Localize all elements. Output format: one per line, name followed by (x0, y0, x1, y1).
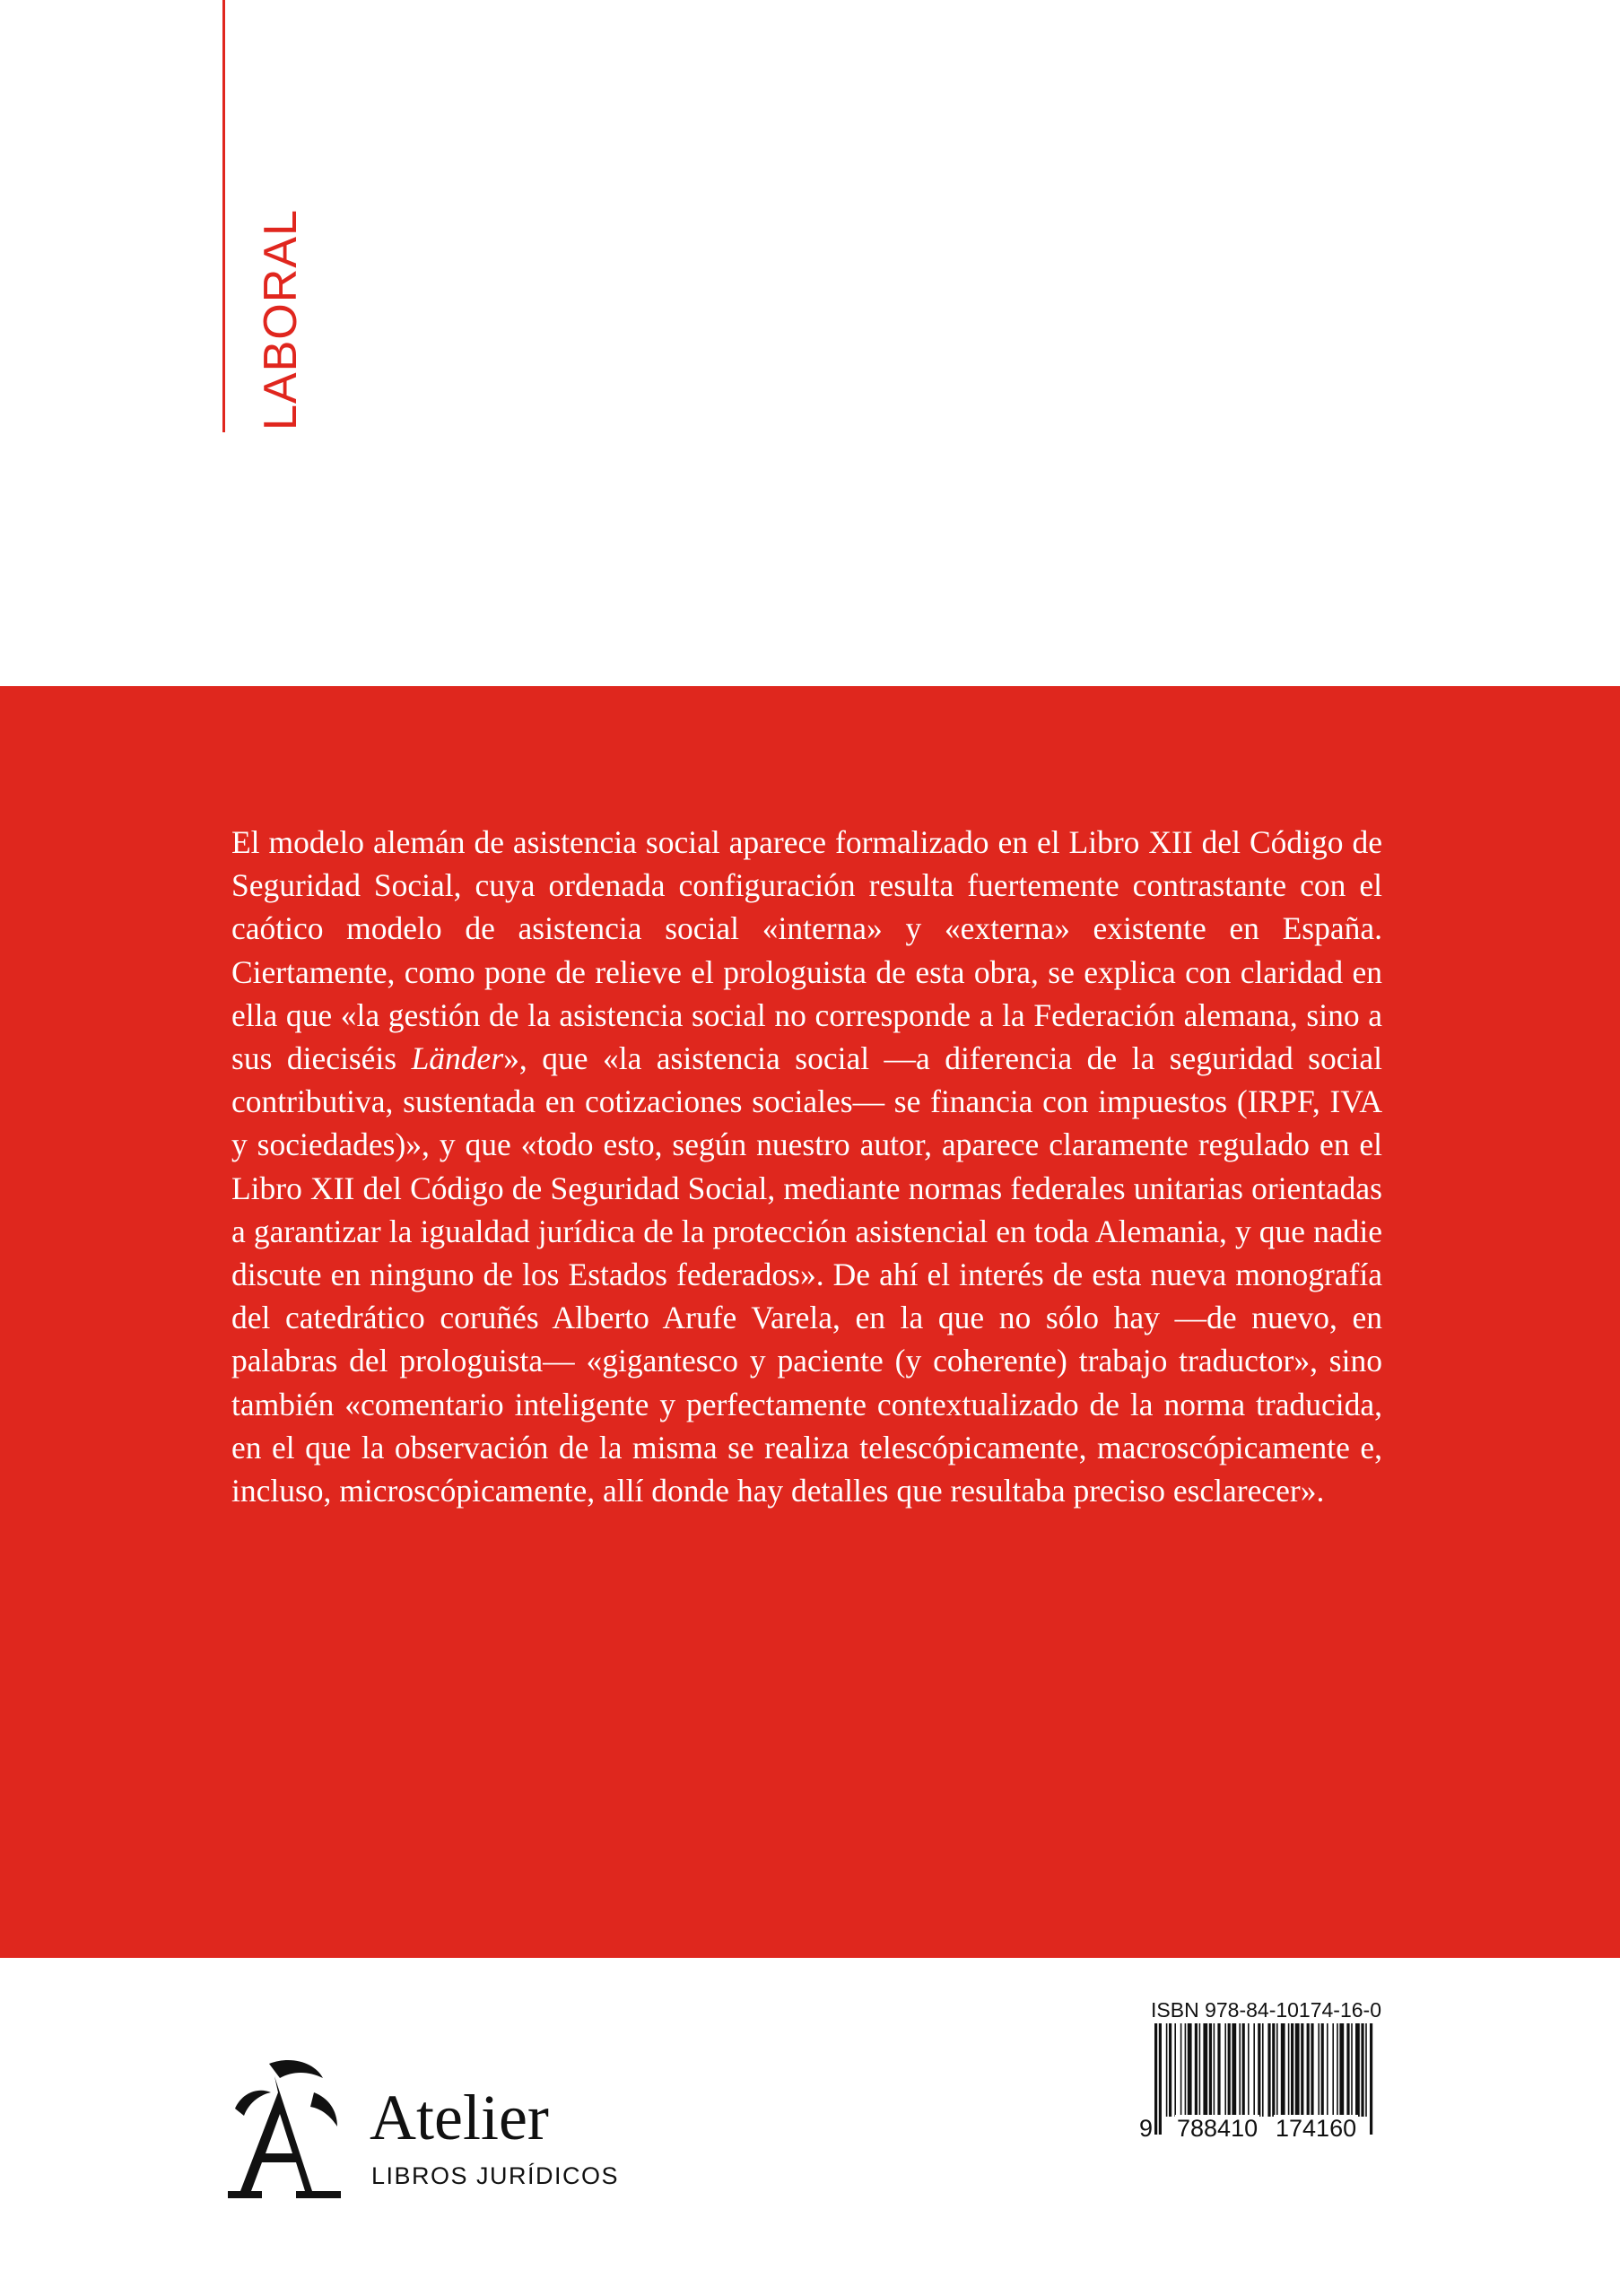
barcode-bar (1185, 2023, 1187, 2117)
barcode-bar (1332, 2023, 1334, 2117)
isbn-label: ISBN 978-84-10174-16-0 (1151, 1998, 1381, 2022)
barcode-bar (1203, 2023, 1207, 2117)
atelier-logo-icon (222, 2057, 355, 2200)
barcode-bar (1232, 2023, 1236, 2117)
barcode-bar (1301, 2023, 1303, 2117)
blurb-text-1: El modelo alemán de asistencia social aparece formalizado en el Libro XII del Código de Seguridad Social, cuya ordenada configuración resulta fuertemente contrastante con el caótico modelo de asistencia social «interna» y «externa» existente en España. Ciertamente, como pone de relieve el prologuista de esta obra, se explica con claridad en ella que «la gestión de la asistencia social no corresponde a la Federación alemana, sino a sus dieciséis (231, 824, 1382, 1077)
publisher-name: Atelier (370, 2082, 549, 2153)
barcode-bar (1361, 2023, 1363, 2117)
barcode-bar (1267, 2023, 1270, 2117)
barcode-digits-right: 174160 (1276, 2115, 1357, 2142)
barcode-bar (1195, 2023, 1198, 2117)
barcode-digit-lead: 9 (1139, 2115, 1154, 2142)
barcode-bar (1318, 2023, 1320, 2117)
barcode-bar (1311, 2023, 1313, 2117)
barcode-bar (1169, 2023, 1171, 2117)
blurb-paragraph (231, 821, 1382, 1512)
barcode-bar (1180, 2023, 1182, 2117)
barcode-bar (1188, 2023, 1192, 2117)
barcode-bar (1217, 2023, 1220, 2117)
barcode-bar (1355, 2023, 1360, 2117)
barcode-bar (1291, 2023, 1293, 2117)
barcode-bar (1337, 2023, 1338, 2117)
back-cover-blurb (231, 821, 1382, 1512)
publisher-subtitle: LIBROS JURÍDICOS (371, 2162, 620, 2189)
barcode-digits (1137, 2115, 1389, 2147)
barcode-bar (1295, 2023, 1300, 2117)
barcode-bar (1365, 2023, 1367, 2117)
barcode-bar (1262, 2023, 1264, 2117)
barcode-bar (1258, 2023, 1260, 2117)
barcode-bar (1351, 2023, 1353, 2117)
barcode-bar (1276, 2023, 1278, 2117)
barcode-bar (1272, 2023, 1275, 2117)
barcode-bar (1321, 2023, 1324, 2117)
barcode-bar (1339, 2023, 1344, 2117)
barcode-bar (1346, 2023, 1349, 2117)
barcode-bar (1307, 2023, 1310, 2117)
barcode-bar (1199, 2023, 1201, 2117)
barcode-digits-left: 788410 (1177, 2115, 1259, 2142)
barcode-bar (1253, 2023, 1255, 2117)
blurb-emphasis-lander: Länder (411, 1040, 504, 1077)
barcode-bar (1288, 2023, 1290, 2117)
barcode-bar (1281, 2023, 1285, 2117)
barcode-bar (1174, 2023, 1176, 2117)
top-vertical-rule (222, 0, 225, 432)
barcode-bar (1248, 2023, 1250, 2117)
blurb-panel (0, 686, 1620, 1958)
barcode-bar (1242, 2023, 1245, 2117)
barcode-bar (1209, 2023, 1212, 2117)
barcode-bar (1327, 2023, 1328, 2117)
blurb-text-2: », que «la asistencia social —a diferencia de la seguridad social contributiva, sustentada en cotizaciones sociales— se financia con impuestos (IRPF, IVA y sociedades)», y que «todo esto, según nuestro autor, aparece claramente regulado en el Libro XII del Código de Seguridad Social, mediante normas federales unitarias orientadas a garantizar la igualdad jurídica de la protección asistencial en toda Alemania, y que nadie discute en ninguno de los Estados federados». De ahí el interés de esta nueva monografía del catedrático coruñés Alberto Arufe Varela, en la que no sólo hay —de nuevo, en palabras del prologuista— «gigantesco y paciente (y coherente) trabajo traductor», sino también «comentario inteligente y perfectamente contextualizado de la norma traducida, en el que la observación de la misma se realiza telescópicamente, macroscópicamente e, incluso, microscópicamente, allí donde hay detalles que resultaba preciso esclarecer». (231, 1040, 1382, 1509)
barcode-bar (1239, 2023, 1241, 2117)
barcode-bar (1166, 2023, 1168, 2117)
category-label: LABORAL (255, 209, 307, 430)
barcode-bar (1214, 2023, 1215, 2117)
